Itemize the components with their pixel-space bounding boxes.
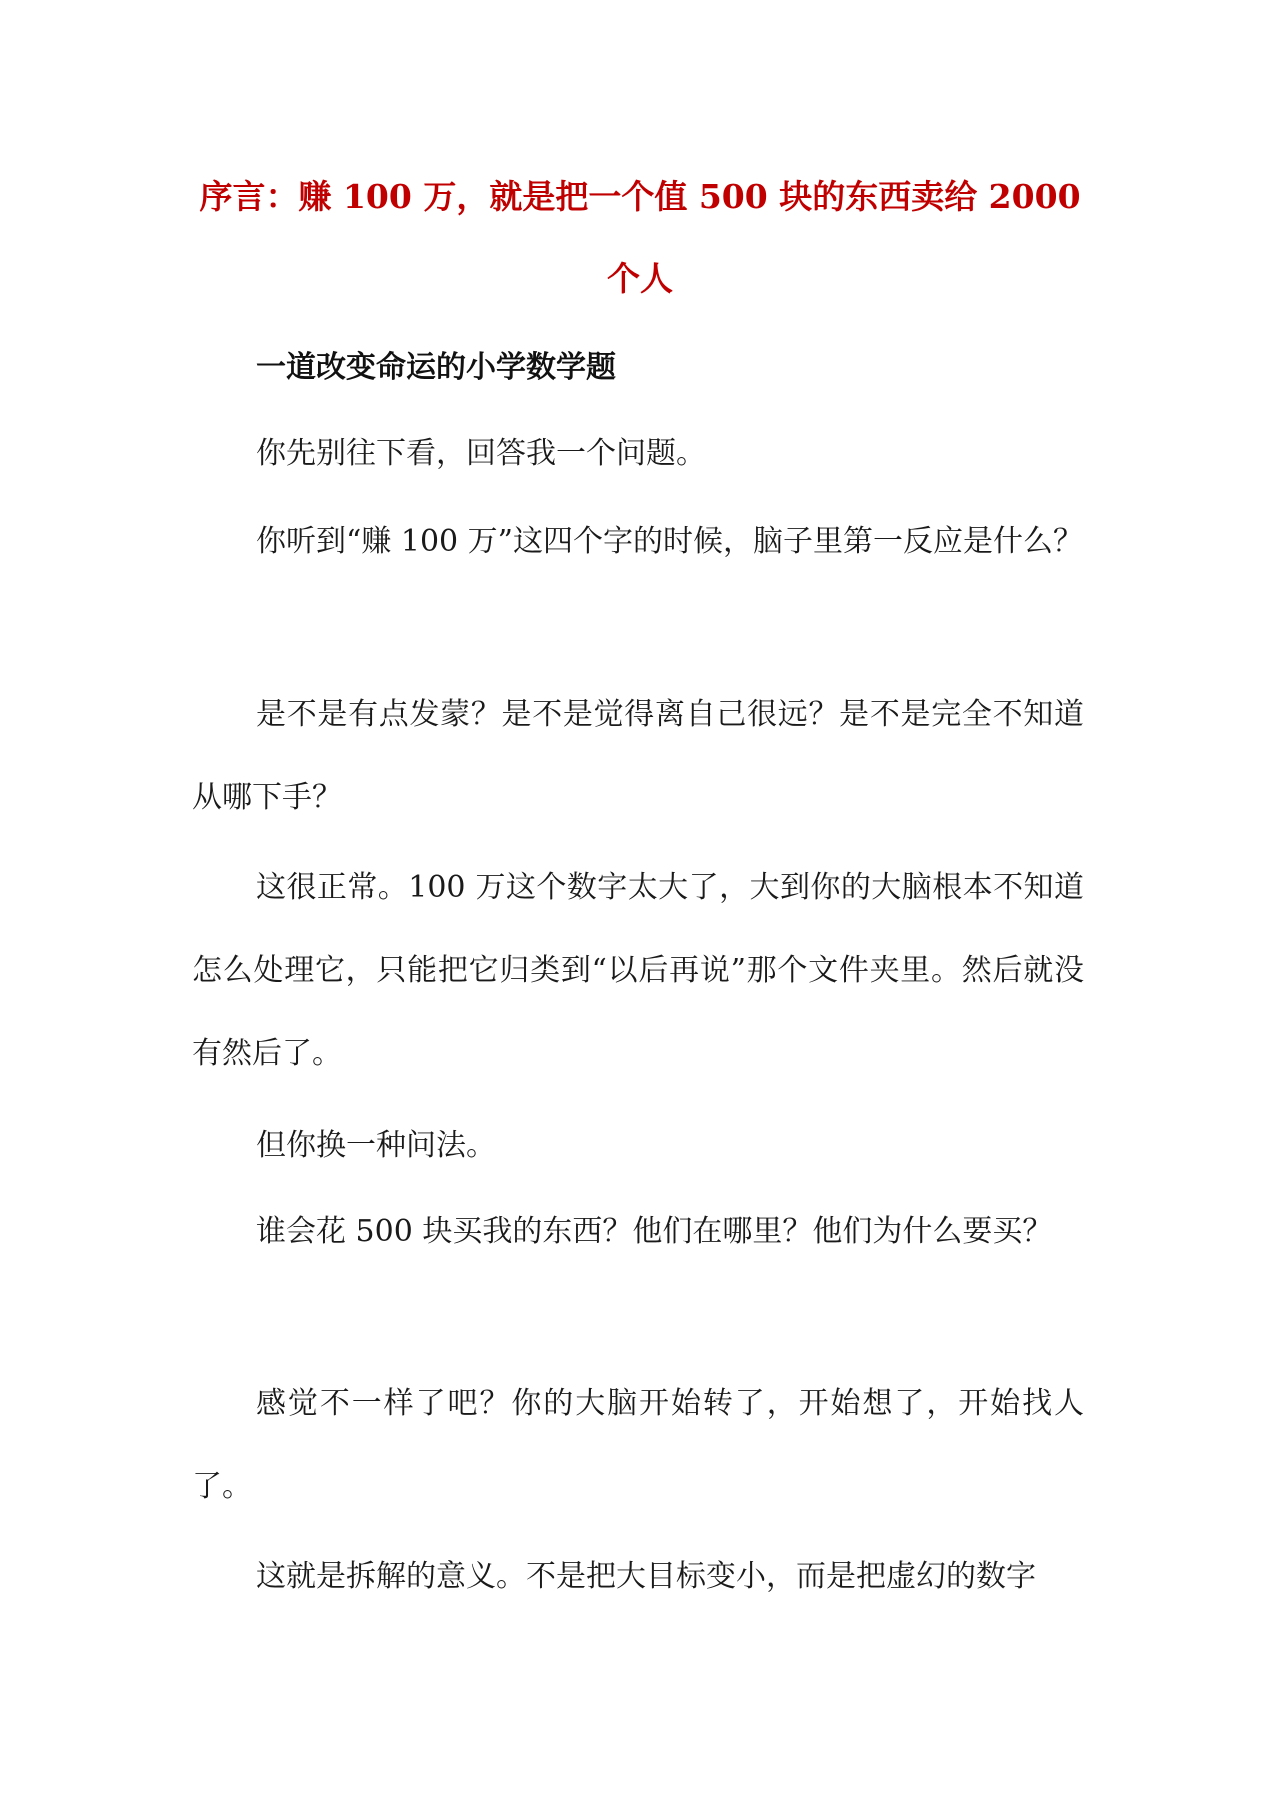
paragraph: 感觉不一样了吧？你的大脑开始转了，开始想了，开始找人了。	[192, 1386, 1084, 1504]
paragraph: 但你换一种问法。	[256, 1128, 496, 1163]
paragraph: 这就是拆解的意义。不是把大目标变小，而是把虚幻的数字	[256, 1559, 1036, 1594]
paragraph: 这很正常。100 万这个数字太大了，大到你的大脑根本不知道怎么处理它，只能把它归类到“以后再说”那个文件夹里。然后就没有然后了。	[192, 870, 1084, 1071]
paragraph: 是不是有点发蒙？是不是觉得离自己很远？是不是完全不知道从哪下手？	[192, 697, 1084, 815]
paragraph: 你先别往下看，回答我一个问题。	[256, 436, 706, 471]
paragraph: 谁会花 500 块买我的东西？他们在哪里？他们为什么要买？	[256, 1214, 1053, 1249]
section-heading: 一道改变命运的小学数学题	[256, 350, 616, 385]
document-title: 序言：赚 100 万，就是把一个值 500 块的东西卖给 2000 个人	[199, 177, 1081, 298]
paragraph: 你听到“赚 100 万”这四个字的时候，脑子里第一反应是什么？	[256, 524, 1084, 559]
